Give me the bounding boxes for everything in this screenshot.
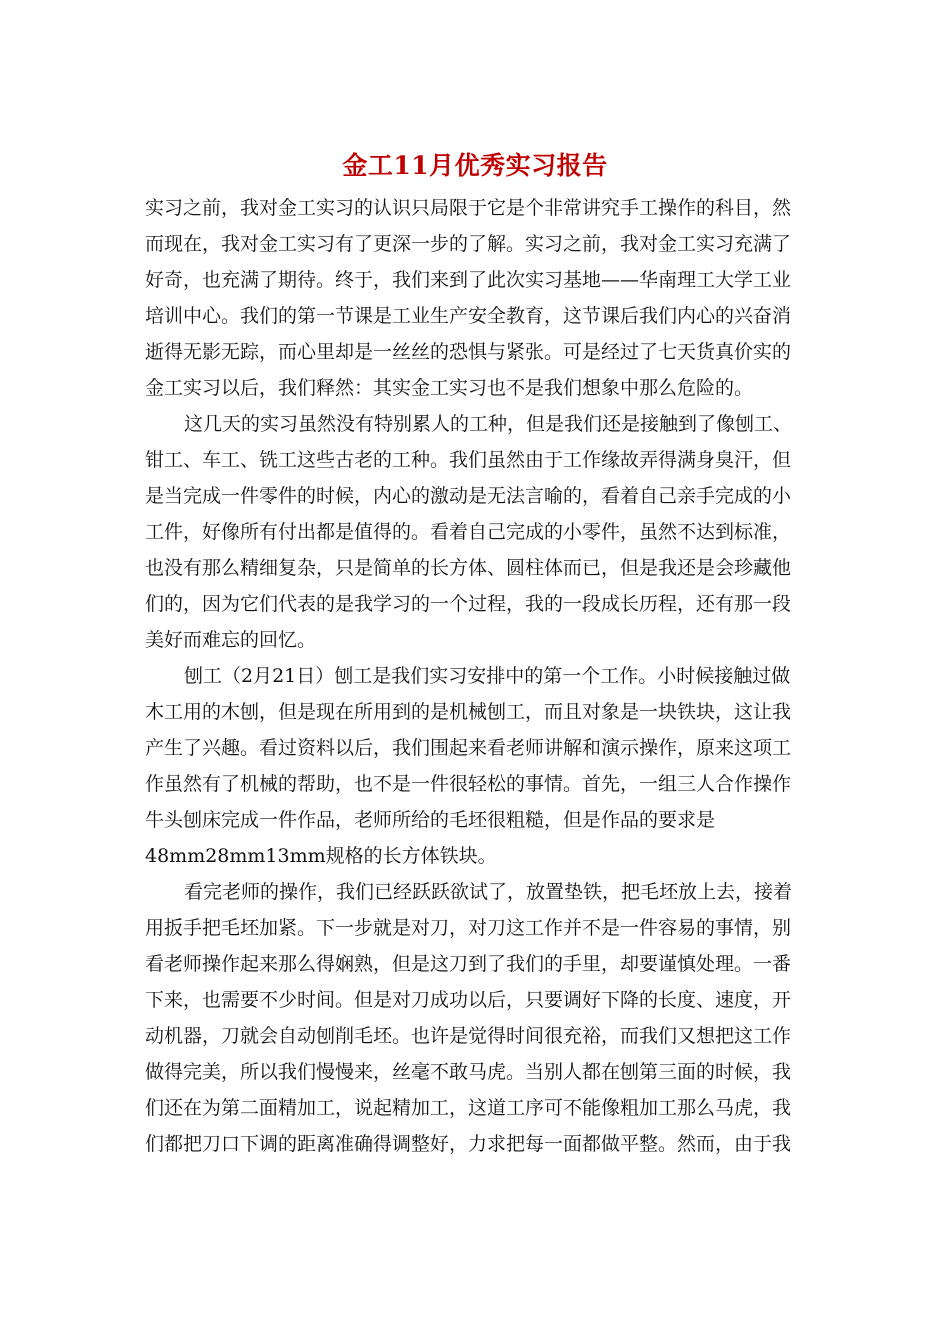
text-line: 而现在，我对金工实习有了更深一步的了解。实习之前，我对金工实习充满了 — [145, 233, 792, 255]
text-line: 看老师操作起来那么得娴熟，但是这刀到了我们的手里，却要谨慎处理。一番 — [145, 953, 792, 975]
text-line: 下来，也需要不少时间。但是对刀成功以后，只要调好下降的长度、速度，开 — [145, 989, 792, 1011]
text-line: 们的，因为它们代表的是我学习的一个过程，我的一段成长历程，还有那一段 — [145, 593, 792, 615]
text-line: 金工实习以后，我们释然：其实金工实习也不是我们想象中那么危险的。 — [145, 377, 754, 399]
text-line: 看完老师的操作，我们已经跃跃欲试了，放置垫铁，把毛坯放上去，接着 — [184, 881, 793, 903]
text-line: 刨工（2月21日）刨工是我们实习安排中的第一个工作。小时候接触过做 — [184, 665, 791, 687]
text-line: 美好而难忘的回忆。 — [145, 629, 317, 651]
document-body — [145, 190, 805, 1162]
text-line: 实习之前，我对金工实习的认识只局限于它是个非常讲究手工操作的科目，然 — [145, 197, 792, 219]
text-line: 作虽然有了机械的帮助，也不是一件很轻松的事情。首先，一组三人合作操作 — [145, 773, 792, 795]
text-line: 牛头刨床完成一件作品，老师所给的毛坯很粗糙，但是作品的要求是 — [145, 809, 716, 831]
text-line: 这几天的实习虽然没有特别累人的工种，但是我们还是接触到了像刨工、 — [184, 413, 793, 435]
text-line: 做得完美，所以我们慢慢来，丝毫不敢马虎。当别人都在刨第三面的时候，我 — [145, 1061, 792, 1083]
text-line: 们都把刀口下调的距离准确得调整好，力求把每一面都做平整。然而，由于我 — [145, 1133, 792, 1155]
text-line: 培训中心。我们的第一节课是工业生产安全教育，这节课后我们内心的兴奋消 — [145, 305, 792, 327]
text-line: 也没有那么精细复杂，只是简单的长方体、圆柱体而已，但是我还是会珍藏他 — [145, 557, 792, 579]
text-line: 们还在为第二面精加工，说起精加工，这道工序可不能像粗加工那么马虎，我 — [145, 1097, 792, 1119]
text-line: 好奇，也充满了期待。终于，我们来到了此次实习基地——华南理工大学工业 — [145, 269, 792, 291]
text-line: 产生了兴趣。看过资料以后，我们围起来看老师讲解和演示操作，原来这项工 — [145, 737, 792, 759]
text-line: 48mm28mm13mm规格的长方体铁块。 — [145, 845, 497, 867]
text-line: 用扳手把毛坯加紧。下一步就是对刀，对刀这工作并不是一件容易的事情，别 — [145, 917, 792, 939]
text-line: 木工用的木刨，但是现在所用到的是机械刨工，而且对象是一块铁块，这让我 — [145, 701, 792, 723]
text-line: 是当完成一件零件的时候，内心的激动是无法言喻的，看着自己亲手完成的小 — [145, 485, 792, 507]
text-line: 钳工、车工、铣工这些古老的工种。我们虽然由于工作缘故弄得满身臭汗，但 — [145, 449, 792, 471]
text-line: 工件，好像所有付出都是值得的。看着自己完成的小零件，虽然不达到标准， — [145, 521, 792, 543]
text-line: 动机器，刀就会自动刨削毛坯。也许是觉得时间很充裕，而我们又想把这工作 — [145, 1025, 792, 1047]
document-title: 金工11月优秀实习报告 — [342, 151, 608, 180]
text-line: 逝得无影无踪，而心里却是一丝丝的恐惧与紧张。可是经过了七天货真价实的 — [145, 341, 792, 363]
